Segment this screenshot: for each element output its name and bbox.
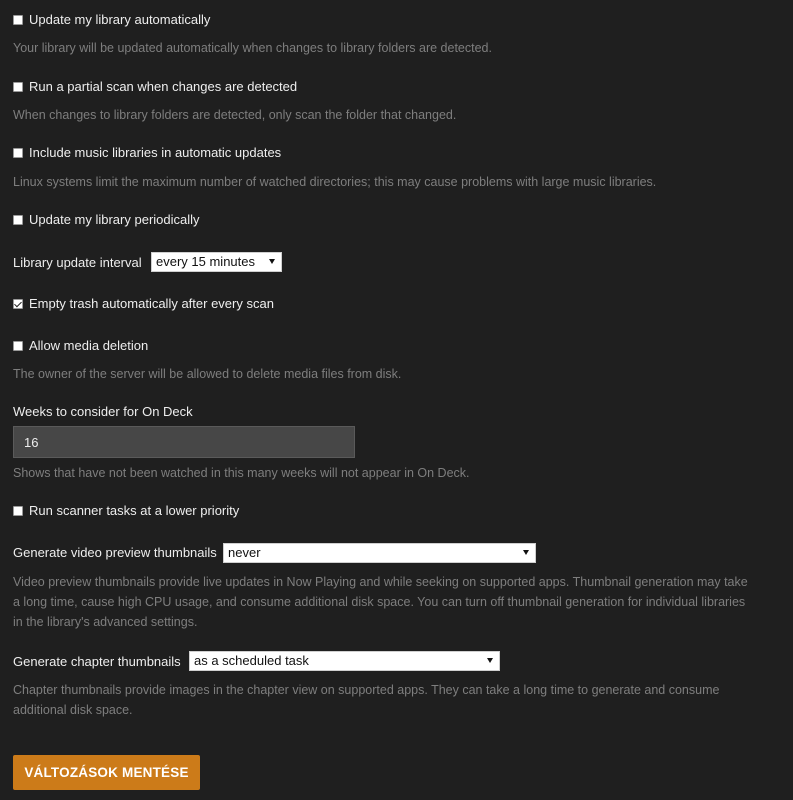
periodic-update-checkbox[interactable]	[13, 215, 23, 225]
media-deletion-option[interactable]	[13, 338, 148, 353]
music-libraries-checkbox[interactable]	[13, 148, 23, 158]
auto-update-checkbox[interactable]	[13, 15, 23, 25]
music-libraries-option[interactable]	[13, 145, 281, 160]
chapter-thumbnails-value: as a scheduled task	[194, 653, 309, 668]
auto-update-option[interactable]	[13, 12, 210, 27]
periodic-update-option[interactable]	[13, 212, 200, 227]
auto-update-help: Your library will be updated automatically when changes to library folders are detected.	[13, 41, 492, 55]
update-interval-value: every 15 minutes	[156, 254, 255, 269]
media-deletion-help: The owner of the server will be allowed to delete media files from disk.	[13, 367, 402, 381]
update-interval-label: Library update interval	[13, 255, 142, 270]
dropdown-arrow-icon	[523, 550, 529, 555]
media-deletion-checkbox[interactable]	[13, 341, 23, 351]
update-interval-select[interactable]	[151, 252, 282, 272]
auto-update-label: Update my library automatically	[29, 12, 211, 27]
lower-priority-label: Run scanner tasks at a lower priority	[29, 503, 240, 518]
on-deck-weeks-label: Weeks to consider for On Deck	[13, 404, 193, 419]
chapter-thumbnails-select[interactable]	[189, 651, 500, 671]
dropdown-arrow-icon	[269, 259, 275, 264]
media-deletion-label: Allow media deletion	[29, 338, 149, 353]
video-thumbnails-help: Video preview thumbnails provide live updates in Now Playing and while seeking on supported apps. Thumbnail generation may take a long time, cause high CPU usage, and consume additional disk space. You can turn off thumbnail generation for individual libraries in the library's advanced settings.	[13, 575, 748, 629]
chapter-thumbnails-label: Generate chapter thumbnails	[13, 654, 181, 669]
on-deck-weeks-help: Shows that have not been watched in this many weeks will not appear in On Deck.	[13, 466, 470, 480]
music-libraries-help: Linux systems limit the maximum number of watched directories; this may cause problems with large music libraries.	[13, 175, 657, 189]
empty-trash-label: Empty trash automatically after every scan	[29, 296, 274, 311]
music-libraries-label: Include music libraries in automatic updates	[29, 145, 282, 160]
video-thumbnails-value: never	[228, 545, 261, 560]
partial-scan-option[interactable]	[13, 79, 297, 94]
chapter-thumbnails-help: Chapter thumbnails provide images in the chapter view on supported apps. They can take a long time to generate and consume additional disk space.	[13, 683, 720, 717]
partial-scan-label: Run a partial scan when changes are detected	[29, 79, 298, 94]
lower-priority-checkbox[interactable]	[13, 506, 23, 516]
lower-priority-option[interactable]	[13, 503, 239, 518]
on-deck-weeks-input[interactable]	[13, 426, 355, 458]
empty-trash-checkbox[interactable]	[13, 299, 23, 309]
save-changes-button[interactable]: VÁLTOZÁSOK MENTÉSE	[13, 755, 200, 790]
partial-scan-checkbox[interactable]	[13, 82, 23, 92]
video-thumbnails-select[interactable]	[223, 543, 536, 563]
periodic-update-label: Update my library periodically	[29, 212, 200, 227]
video-thumbnails-label: Generate video preview thumbnails	[13, 545, 217, 560]
dropdown-arrow-icon	[487, 658, 493, 663]
empty-trash-option[interactable]	[13, 296, 274, 311]
partial-scan-help: When changes to library folders are detected, only scan the folder that changed.	[13, 108, 457, 122]
